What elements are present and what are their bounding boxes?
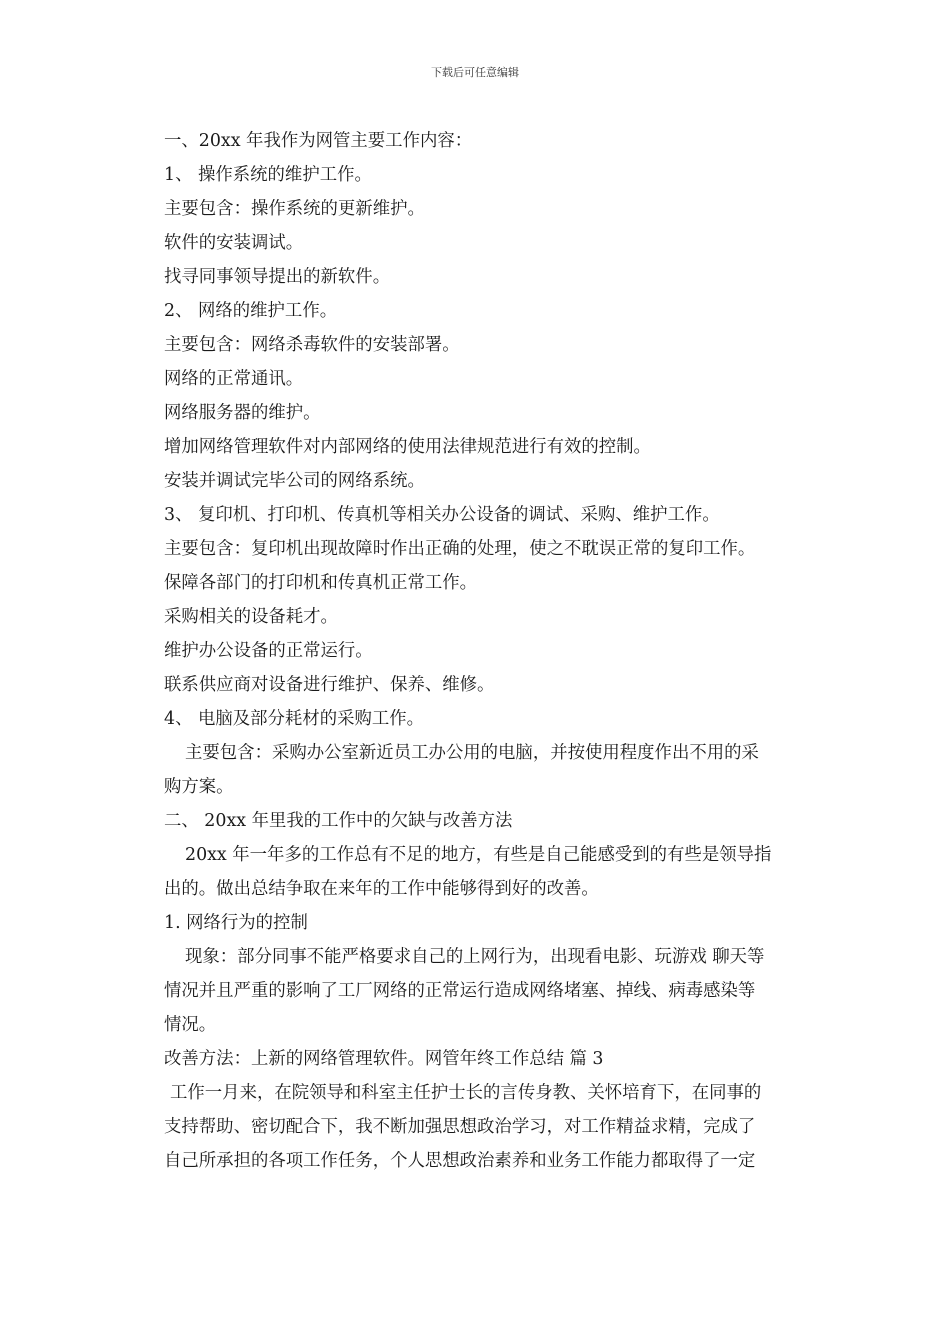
paragraph-line: 购方案。 [164,777,234,797]
paragraph-work [143,1076,811,1178]
paragraph-line: 工作一月来，在院领导和科室主任护士长的言传身教、关怀培育下，在同事的 [170,1083,762,1103]
paragraph-line: 现象：部分同事不能严格要求自己的上网行为，出现看电影、玩游戏 聊天等 [185,947,765,967]
paragraph-line: 情况并且严重的影响了工厂网络的正常运行造成网络堵塞、掉线、病毒感染等 [164,981,756,1001]
text-line: 软件的安装调试。 [164,233,304,253]
text-line: 主要包含：操作系统的更新维护。 [164,199,425,219]
text-line: 主要包含：网络杀毒软件的安装部署。 [164,335,460,355]
paragraph-procurement [143,736,811,804]
subsection-title: 1. 网络行为的控制 [164,913,308,933]
text-line: 采购相关的设备耗才。 [164,607,338,627]
paragraph-line: 支持帮助、密切配合下，我不断加强思想政治学习，对工作精益求精，完成了 [164,1117,756,1137]
text-line: 增加网络管理软件对内部网络的使用法律规范进行有效的控制。 [164,437,651,457]
paragraph-line: 情况。 [164,1015,217,1035]
text-line: 安装并调试完毕公司的网络系统。 [164,471,425,491]
text-line: 维护办公设备的正常运行。 [164,641,373,661]
paragraph-phenomenon [143,940,811,1042]
section2-title: 二、 20xx 年里我的工作中的欠缺与改善方法 [164,811,513,831]
section1-title: 一、20xx 年我作为网管主要工作内容： [164,131,473,151]
item3-title: 3、 复印机、打印机、传真机等相关办公设备的调试、采购、维护工作。 [164,505,720,525]
paragraph-shortcomings [143,838,811,906]
paragraph-line: 自己所承担的各项工作任务，个人思想政治素养和业务工作能力都取得了一定 [164,1151,756,1171]
text-line: 主要包含：复印机出现故障时作出正确的处理，使之不耽误正常的复印工作。 [164,539,756,559]
document-body [143,124,811,1178]
item1-title: 1、 操作系统的维护工作。 [164,165,372,185]
page-header: 下载后可任意编辑 [431,66,519,79]
text-line: 找寻同事领导提出的新软件。 [164,267,391,287]
paragraph-line: 主要包含：采购办公室新近员工办公用的电脑，并按使用程度作出不用的采 [185,743,759,763]
paragraph-line: 20xx 年一年多的工作总有不足的地方，有些是自己能感受到的有些是领导指 [185,845,772,865]
text-line: 联系供应商对设备进行维护、保养、维修。 [164,675,495,695]
text-line: 网络的正常通讯。 [164,369,304,389]
text-line: 保障各部门的打印机和传真机正常工作。 [164,573,478,593]
improvement-line: 改善方法：上新的网络管理软件。网管年终工作总结 篇 3 [164,1049,604,1069]
paragraph-line: 出的。做出总结争取在来年的工作中能够得到好的改善。 [164,879,599,899]
text-line: 网络服务器的维护。 [164,403,321,423]
item2-title: 2、 网络的维护工作。 [164,301,338,321]
item4-title: 4、 电脑及部分耗材的采购工作。 [164,709,425,729]
